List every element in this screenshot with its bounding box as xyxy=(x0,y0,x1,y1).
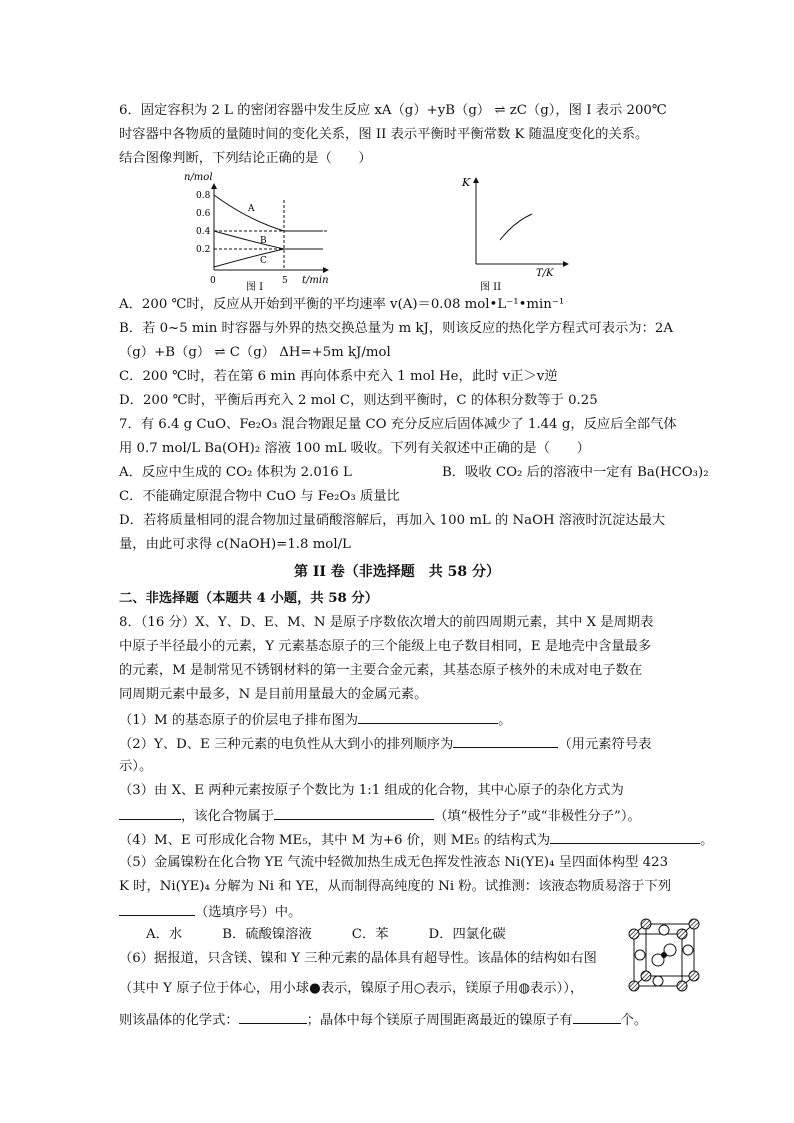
q8-part6-mid: ；晶体中每个镁原子周围距离最近的镍原子有 xyxy=(306,1013,573,1028)
q8-part4-end: 。 xyxy=(700,833,714,848)
q8-part1-text: （1）M 的基态原子的价层电子排布图为 xyxy=(119,713,359,728)
q8-part2-blank xyxy=(453,733,558,748)
q6-option-a: A．200 ℃时，反应从开始到平衡的平均速率 v(A)＝0.08 mol•L⁻¹•min⁻¹ xyxy=(119,297,565,312)
q8-line3: 的元素，M 是制常见不锈钢材料的第一主要合金元素，其基态原子核外的未成对电子数在 xyxy=(119,663,643,678)
q6-line1: 6．固定容积为 2 L 的密闭容器中发生反应 xA（g）+yB（g） ⇌ zC（g），图 I 表示 200℃ xyxy=(119,103,667,118)
fig1-curve-label: B xyxy=(260,236,267,246)
q8-part3-line2 xyxy=(119,805,641,827)
q8-part2-line2: 示）。 xyxy=(119,759,153,774)
q8-part6-blank2 xyxy=(573,1009,621,1024)
q8-part1-blank xyxy=(358,709,498,724)
fig1-ytick: 0.8 xyxy=(196,191,211,201)
q8-line2: 中原子半径最小的元素，Y 元素基态原子的三个能级上电子数目相同，E 是地壳中含量最多 xyxy=(119,639,652,654)
q8-part6-line1: （6）据报道，只含镁、镍和 Y 三种元素的晶体具有超导性。该晶体的结构如右图 xyxy=(119,951,597,966)
fig2-xlabel: T/K xyxy=(536,268,554,279)
figure-2 xyxy=(456,170,576,292)
fig1-xtick: 5 xyxy=(282,276,288,286)
q8-line4: 同周期元素中最多，N 是目前用量最大的金属元素。 xyxy=(119,687,428,702)
q6-option-c: C．200 ℃时，若在第 6 min 再向体系中充入 1 mol He，此时 v正＞v逆 xyxy=(119,369,558,384)
q8-part5-option: A．水 xyxy=(146,927,183,942)
q8-part5-option: C．苯 xyxy=(351,927,389,942)
q6-line2: 时容器中各物质的量随时间的变化关系，图 II 表示平衡时平衡常数 K 随温度变化的关系。 xyxy=(119,127,649,142)
q8-part3-line1: （3）由 X、E 两种元素按原子个数比为 1:1 组成的化合物，其中心原子的杂化方式为 xyxy=(119,783,624,798)
q8-part5-line3 xyxy=(119,901,301,923)
q8-part3-end: （填“极性分子”或“非极性分子”）。 xyxy=(434,809,641,824)
q7-line1: 7．有 6.4 g CuO、Fe₂O₃ 混合物跟足量 CO 充分反应后固体减少了 1.44 g，反应后全部气体 xyxy=(119,417,677,432)
q8-part6-end: 个。 xyxy=(620,1013,648,1028)
q8-part5-line2: K 时，Ni(YE)₄ 分解为 Ni 和 YE，从而制得高纯度的 Ni 粉。试推测：该液态物质易溶于下列 xyxy=(119,879,672,894)
q8-part1 xyxy=(119,709,511,731)
fig1-ytick: 0.6 xyxy=(196,209,211,219)
crystal-structure-figure xyxy=(628,916,700,996)
q8-part2-end: （用元素符号表 xyxy=(558,737,652,752)
q8-part3-blank1 xyxy=(119,805,181,820)
q8-part3-mid: ，该化合物属于 xyxy=(181,809,275,824)
fig1-xtick: 0 xyxy=(210,276,216,286)
q8-part4-blank xyxy=(550,829,700,844)
q6-option-b-line1: B．若 0~5 min 时容器与外界的热交换总量为 m kJ，则该反应的热化学方程式可表示为：2A xyxy=(119,321,673,336)
fig1-xlabel: t/min xyxy=(302,275,329,286)
q8-part2-text: （2）Y、D、E 三种元素的电负性从大到小的排列顺序为 xyxy=(119,737,454,752)
q7-option-b: B．吸收 CO₂ 后的溶液中一定有 Ba(HCO₃)₂ xyxy=(442,465,709,480)
q8-part5-option: B．硫酸镍溶液 xyxy=(222,927,312,942)
q8-part4-text: （4）M、E 可形成化合物 ME₅，其中 M 为+6 价，则 ME₅ 的结构式为 xyxy=(119,833,551,848)
fig1-curve-label: A xyxy=(248,204,255,214)
q7-option-c: C．不能确定原混合物中 CuO 与 Fe₂O₃ 质量比 xyxy=(119,489,400,504)
q8-part4 xyxy=(119,829,713,851)
q8-part1-end: 。 xyxy=(498,713,512,728)
q8-part5-blank xyxy=(119,901,195,916)
q8-part3-blank2 xyxy=(274,805,434,820)
fig1-ytick: 0.4 xyxy=(196,227,211,237)
q6-option-d: D．200 ℃时，平衡后再充入 2 mol C，则达到平衡时，C 的体积分数等于 0.25 xyxy=(119,393,598,408)
fig1-caption: 图 I xyxy=(246,282,264,292)
q7-line2: 用 0.7 mol/L Ba(OH)₂ 溶液 100 mL 吸收。下列有关叙述中正确的是（ ） xyxy=(119,441,590,456)
figure-1 xyxy=(178,170,348,292)
q8-part2 xyxy=(119,733,651,755)
q6-option-b-line2: （g）+B（g） ⇌ C（g） ΔH=+5m kJ/mol xyxy=(119,345,391,360)
q8-part6-line3 xyxy=(119,1009,647,1031)
fig1-curve-label: C xyxy=(260,256,267,266)
fig2-caption: 图 II xyxy=(480,282,502,292)
q7-option-a: A．反应中生成的 CO₂ 体积为 2.016 L xyxy=(119,465,352,480)
section2-title: 二、非选择题（本题共 4 小题，共 58 分） xyxy=(119,591,379,606)
q6-line3: 结合图像判断，下列结论正确的是（ ） xyxy=(119,151,372,166)
q8-part6-blank1 xyxy=(239,1009,307,1024)
part2-title: 第 II 卷（非选择题 共 58 分） xyxy=(293,564,501,580)
fig1-ytick: 0.2 xyxy=(196,245,211,255)
q7-option-d-line2: 量，由此可求得 c(NaOH)=1.8 mol/L xyxy=(119,537,351,552)
q7-option-d-line1: D．若将质量相同的混合物加过量硝酸溶解后，再加入 100 mL 的 NaOH 溶液时沉淀达最大 xyxy=(119,513,666,528)
q8-part5-options xyxy=(146,925,506,945)
fig1-ylabel: n/mol xyxy=(184,172,213,183)
fig2-ylabel: K xyxy=(462,176,471,189)
q8-part6-text: 则该晶体的化学式： xyxy=(119,1013,239,1028)
q8-part5-end: （选填序号）中。 xyxy=(195,905,302,920)
q8-part5-option: D．四氯化碳 xyxy=(428,927,506,942)
q8-line1: 8．（16 分）X、Y、D、E、M、N 是原子序数依次增大的前四周期元素，其中 X 是周期表 xyxy=(119,615,654,630)
q8-part6-line2: （其中 Y 原子位于体心，用小球●表示，镍原子用○表示，镁原子用◍表示））， xyxy=(119,981,584,996)
q8-part5-line1: （5）金属镍粉在化合物 YE 气流中轻微加热生成无色挥发性液态 Ni(YE)₄ 呈四面体构型 423 xyxy=(119,855,669,870)
